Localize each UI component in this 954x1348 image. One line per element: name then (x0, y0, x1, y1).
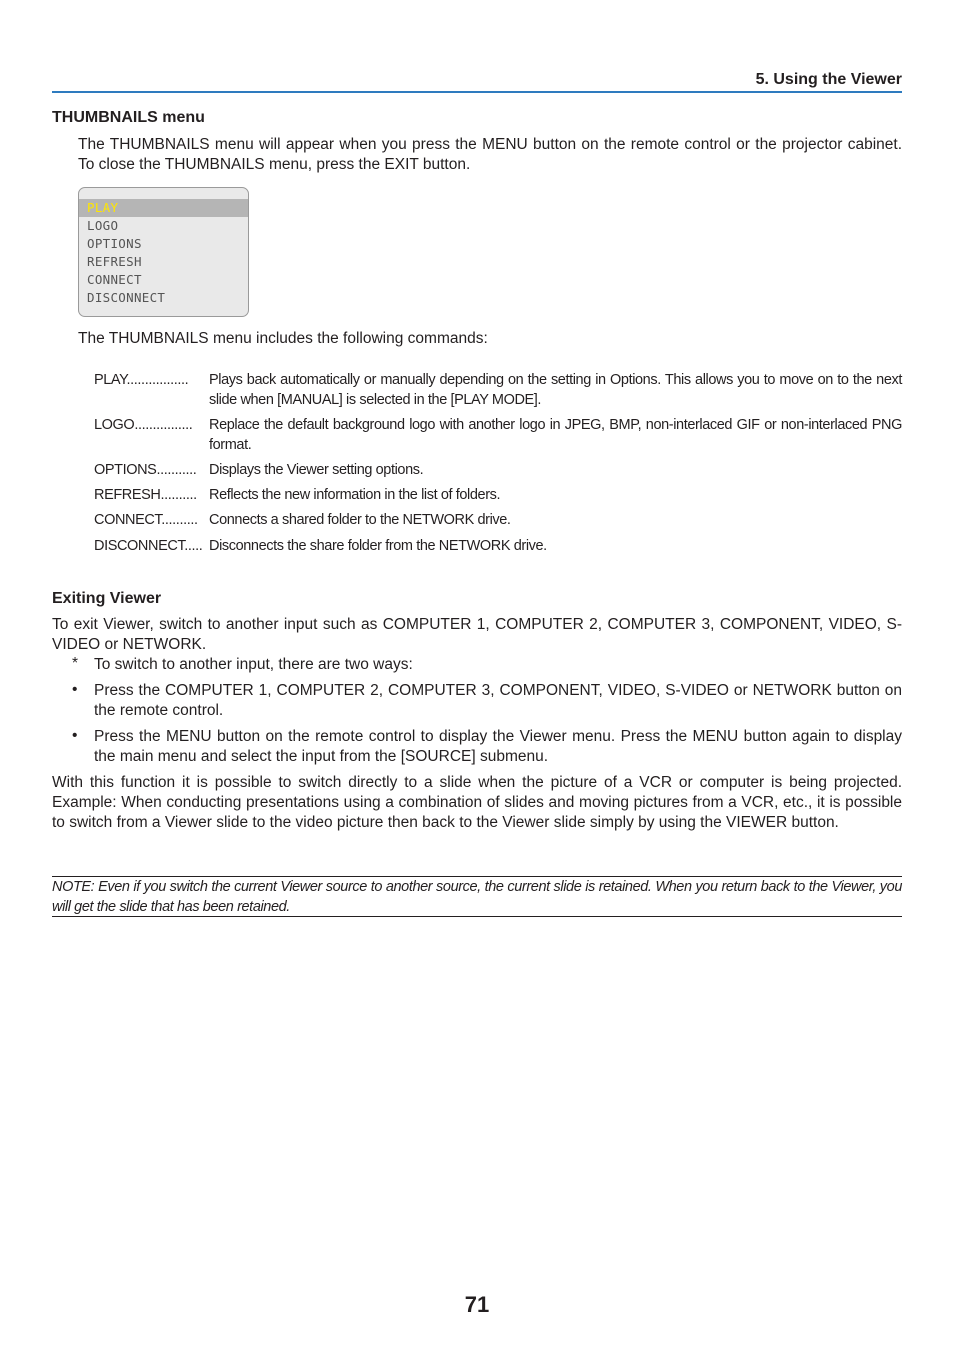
asterisk-note: To switch to another input, there are two ways: (94, 656, 413, 673)
command-description: Plays back automatically or manually depending on the setting in Options. This allows you to move on to the next slide when [MANUAL] is selected in the [PLAY MODE]. (209, 372, 902, 408)
thumbnails-menu-screenshot (78, 187, 249, 317)
thumbnails-heading: THUMBNAILS menu (52, 109, 205, 126)
command-description: Disconnects the share folder from the NETWORK drive. (209, 538, 547, 554)
leader-dots: .......... (161, 512, 198, 528)
command-label: PLAY (94, 372, 127, 388)
bullet-item: Press the COMPUTER 1, COMPUTER 2, COMPUTER 3, COMPONENT, VIDEO, S-VIDEO or NETWORK button on the remote control. (94, 682, 902, 719)
leader-dots: ................ (134, 417, 193, 433)
asterisk-mark: * (72, 655, 79, 672)
bullet-mark: • (72, 727, 78, 744)
command-description: Replace the default background logo with another logo in JPEG, BMP, non-interlaced GIF or non-interlaced PNG format. (209, 417, 902, 453)
command-term (94, 485, 209, 505)
command-label: OPTIONS (94, 462, 157, 478)
thumbnails-intro: The THUMBNAILS menu will appear when you press the MENU button on the remote control or the projector cabinet. To close the THUMBNAILS menu, press the EXIT button. (78, 136, 902, 173)
section-title: 5. Using the Viewer (755, 71, 902, 88)
command-description: Connects a shared folder to the NETWORK drive. (209, 512, 511, 528)
command-term (94, 510, 209, 530)
leader-dots: .......... (160, 487, 197, 503)
command-label: LOGO (94, 417, 135, 433)
command-description: Reflects the new information in the list of folders. (209, 487, 501, 503)
menu-item-options: OPTIONS (87, 236, 142, 251)
menu-item-refresh: REFRESH (87, 254, 142, 269)
note-rule-bottom (52, 916, 902, 917)
menu-item-disconnect: DISCONNECT (87, 290, 166, 305)
exiting-closing: With this function it is possible to switch directly to a slide when the picture of a VCR or computer is being projected. Example: When conducting presentations using a combination of slides and moving pictures from a VCR, etc., it is possible to switch from a Viewer slide to the video picture then back to the Viewer slide simply by using the VIEWER button. (52, 774, 902, 831)
command-label: REFRESH (94, 487, 161, 503)
leader-dots: ................. (126, 372, 189, 388)
leader-dots: ........... (156, 462, 197, 478)
command-label: DISCONNECT (94, 538, 185, 554)
page-number: 71 (464, 1292, 490, 1317)
command-description: Displays the Viewer setting options. (209, 462, 424, 478)
includes-text: The THUMBNAILS menu includes the following commands: (78, 330, 488, 347)
bullet-item: Press the MENU button on the remote control to display the Viewer menu. Press the MENU button again to display the main menu and select the input from the [SOURCE] submenu. (94, 728, 902, 765)
bullet-mark: • (72, 681, 78, 698)
menu-item-play: PLAY (79, 199, 248, 217)
leader-dots: ..... (184, 538, 203, 554)
header-rule (52, 91, 902, 93)
command-term (94, 415, 209, 435)
menu-item-connect: CONNECT (87, 272, 142, 287)
note-text: NOTE: Even if you switch the current Viewer source to another source, the current slide is retained. When you return back to the Viewer, you will get the slide that has been retained. (52, 879, 902, 915)
command-term (94, 370, 209, 390)
command-term (94, 536, 209, 556)
command-label: CONNECT (94, 512, 162, 528)
menu-item-logo: LOGO (87, 218, 119, 233)
command-term (94, 460, 209, 480)
exiting-heading: Exiting Viewer (52, 590, 162, 607)
exiting-intro: To exit Viewer, switch to another input such as COMPUTER 1, COMPUTER 2, COMPUTER 3, COMPONENT, VIDEO, S-VIDEO or NETWORK. (52, 616, 902, 653)
